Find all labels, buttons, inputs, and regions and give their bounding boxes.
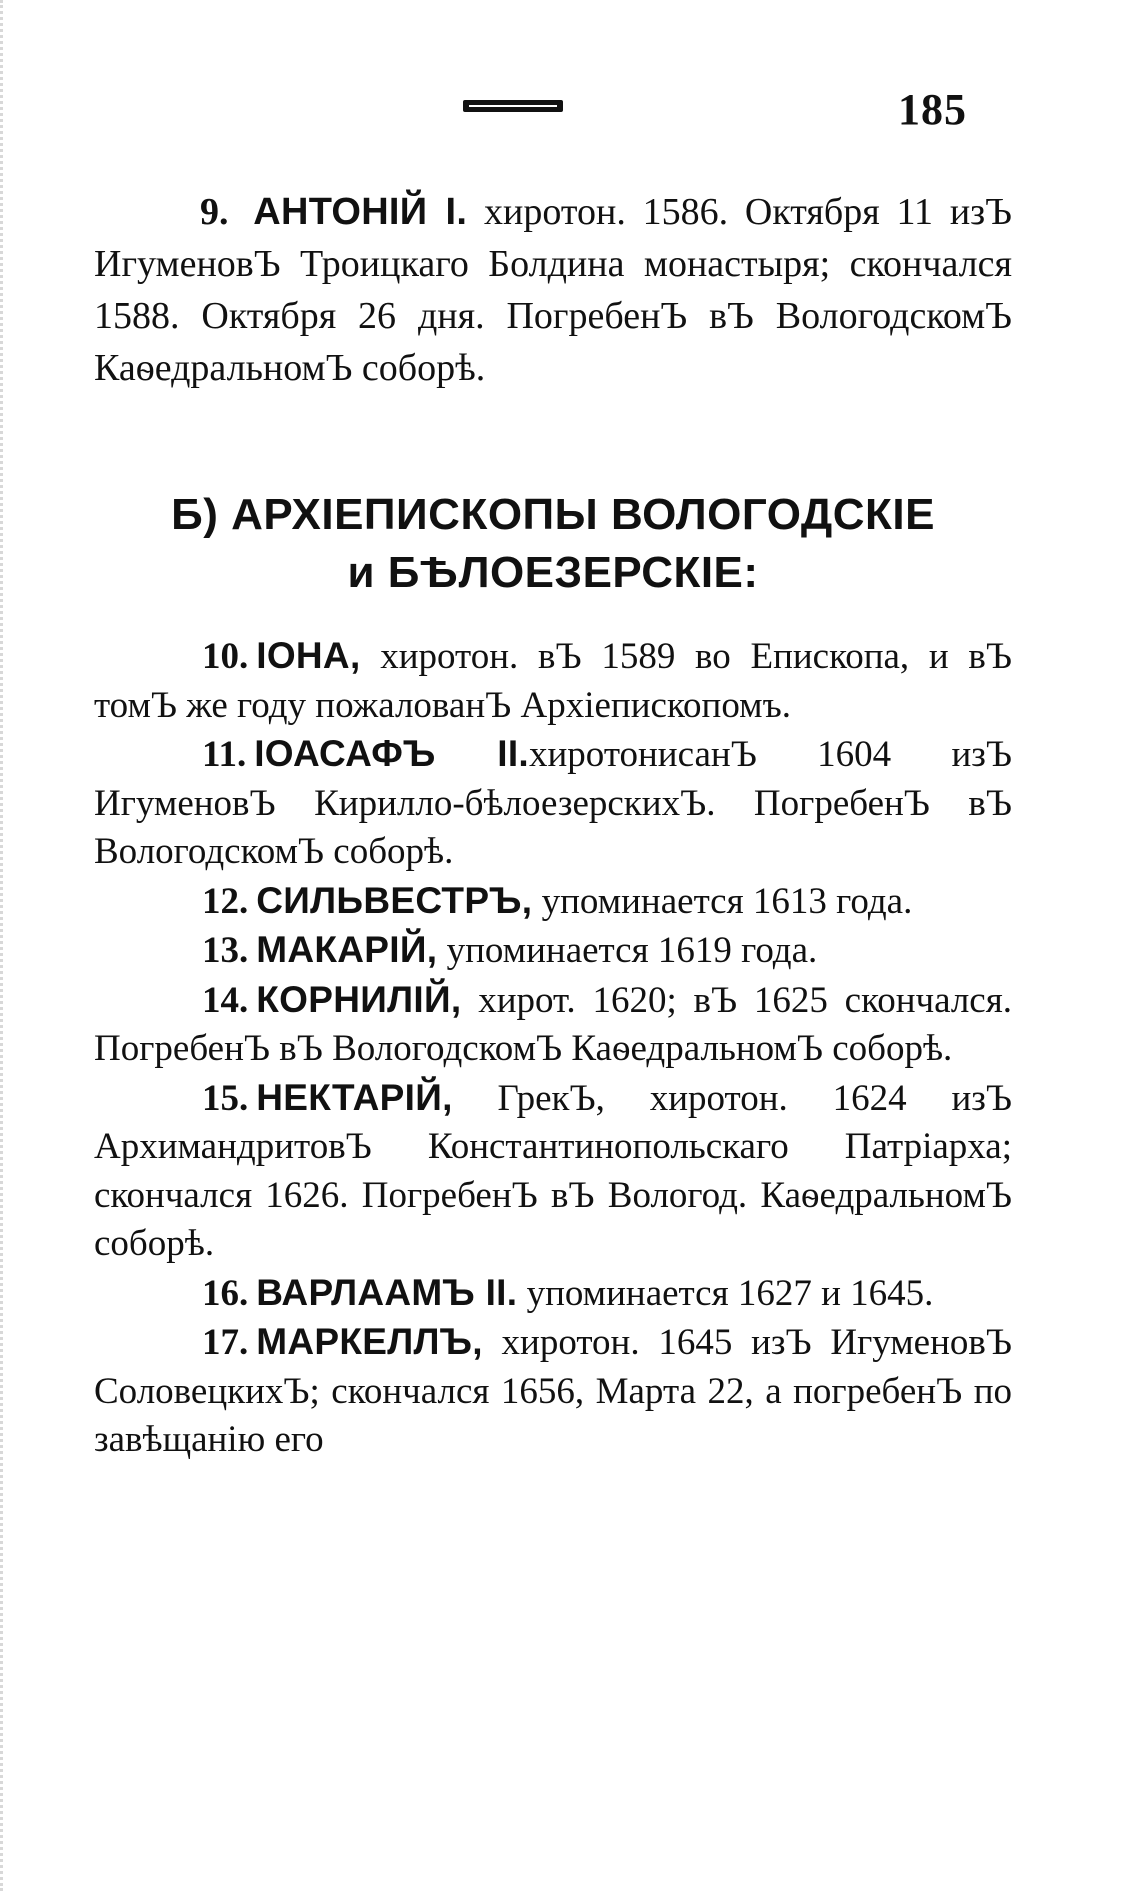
entry-name: НЕКТАРІЙ, <box>256 1076 453 1118</box>
section-heading-line-1: Б) АРХІЕПИСКОПЫ ВОЛОГОДСКІЕ <box>171 490 935 539</box>
entry-text: упоминается 1627 и 1645. <box>517 1272 934 1314</box>
entry-number: 11. <box>202 734 247 775</box>
entry-11 <box>94 730 1012 877</box>
entry-17 <box>94 1318 1012 1465</box>
entry-text: ГрекЪ, хиротон. 1624 изЪ АрхимандритовЪ Константинопольскаго Патріарха; скончался 1626. ПогребенЪ вЪ Вологод. КаѳедральномЪ соборѣ. <box>94 1077 1012 1264</box>
entry-number: 17. <box>202 1322 249 1363</box>
entry-text: упоминается 1613 года. <box>532 880 913 922</box>
entry-name: АНТОНІЙ І. <box>253 191 468 233</box>
entry-number: 15. <box>202 1077 249 1119</box>
entry-name: МАРКЕЛЛЪ, <box>256 1321 483 1362</box>
entry-12 <box>94 877 1012 927</box>
entry-name: МАКАРІЙ, <box>256 929 438 970</box>
entry-16 <box>94 1269 1012 1319</box>
entry-number: 14. <box>202 979 249 1021</box>
entry-number: 13. <box>202 930 249 971</box>
entry-10 <box>94 632 1012 730</box>
entry-text: хиротон. 1645 изЪ ИгуменовЪ СоловецкихЪ; скончался 1656, Марта 22, а погребенЪ по завѣщанію его <box>94 1322 1012 1460</box>
entry-text: хиротонисанЪ 1604 изЪ ИгуменовЪ Кирилло-бѣлоезерскихЪ. ПогребенЪ вЪ ВологодскомЪ соборѣ. <box>94 734 1012 872</box>
page-edge-marks <box>0 0 13 1891</box>
entry-text: упоминается 1619 года. <box>437 930 818 971</box>
page-number: 185 <box>898 85 967 134</box>
entry-name: ІОНА, <box>256 635 361 676</box>
section-heading <box>94 486 1012 602</box>
entry-number: 9. <box>200 191 229 233</box>
entry-name: СИЛЬВЕСТРЪ, <box>256 879 533 921</box>
entry-number: 12. <box>202 880 249 922</box>
entry-15 <box>94 1074 1012 1269</box>
entry-9 <box>94 186 1012 394</box>
entry-text: хирот. 1620; вЪ 1625 скончался. ПогребенЪ вЪ ВологодскомЪ КаѳедральномЪ соборѣ. <box>94 979 1012 1069</box>
entry-text: хиротон. 1586. Октября 11 изЪ ИгуменовЪ Троицкаго Болдина монастыря; скончался 1588. Октября 26 дня. ПогребенЪ вЪ ВологодскомЪ КаѳедральномЪ соборѣ. <box>94 191 1013 389</box>
header-ornament-rule <box>463 100 563 112</box>
entry-text: хиротон. вЪ 1589 во Епископа, и вЪ томЪ же году пожалованЪ Архіепископомъ. <box>94 636 1012 726</box>
entry-number: 16. <box>202 1272 249 1314</box>
entries-list <box>94 632 1012 1465</box>
entry-name: КОРНИЛІЙ, <box>256 978 462 1020</box>
entry-name: ІОАСАФЪ ІІ. <box>254 733 529 774</box>
entry-number: 10. <box>202 636 249 677</box>
entry-14 <box>94 976 1012 1074</box>
entry-9-line <box>94 186 1012 394</box>
entry-13 <box>94 926 1012 976</box>
section-heading-line-2: и БѢЛОЕЗЕРСКІЕ: <box>347 548 759 597</box>
entry-name: ВАРЛААМЪ ІІ. <box>256 1271 518 1313</box>
